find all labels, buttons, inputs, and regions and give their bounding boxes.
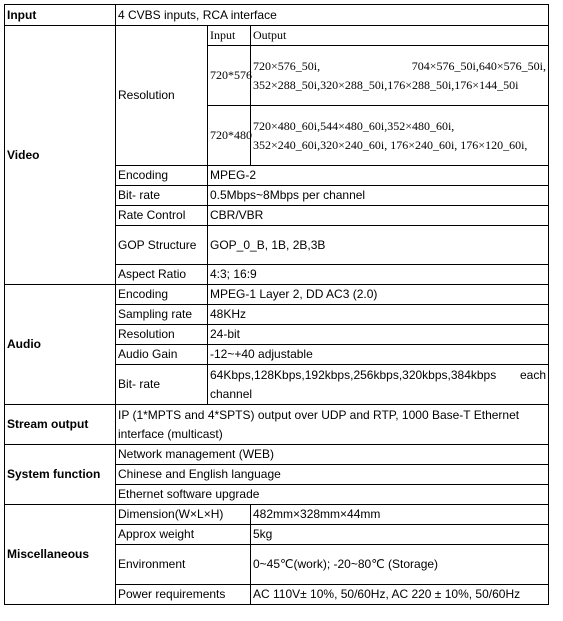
system-function-item: Ethernet software upgrade <box>116 485 549 505</box>
category-stream-output: Stream output <box>5 405 116 445</box>
category-input: Input <box>5 5 116 26</box>
video-encoding-label: Encoding <box>116 166 208 186</box>
category-system-function: System function <box>5 445 116 505</box>
category-miscellaneous: Miscellaneous <box>5 505 116 605</box>
row-audio-encoding <box>5 285 549 305</box>
category-audio: Audio <box>5 285 116 405</box>
audio-gain-value: -12~+40 adjustable <box>208 345 549 365</box>
video-resolution-label: Resolution <box>116 26 208 166</box>
audio-bitrate-label: Bit- rate <box>116 365 208 405</box>
rate-control-label: Rate Control <box>116 206 208 226</box>
resolution-output-480: 720×480_60i,544×480_60i,352×480_60i, 352×240_60i,320×240_60i, 176×240_60i, 176×120_60i, <box>251 106 549 166</box>
resolution-input-480: 720*480 <box>208 106 251 166</box>
dimension-value: 482mm×328mm×44mm <box>251 505 549 525</box>
environment-label: Environment <box>116 545 251 585</box>
weight-label: Approx weight <box>116 525 251 545</box>
row-system-1 <box>5 445 549 465</box>
audio-encoding-value: MPEG-1 Layer 2, DD AC3 (2.0) <box>208 285 549 305</box>
power-label: Power requirements <box>116 585 251 605</box>
row-input <box>5 5 549 26</box>
gop-label: GOP Structure <box>116 226 208 265</box>
row-stream-output <box>5 405 549 445</box>
dimension-label: Dimension(W×L×H) <box>116 505 251 525</box>
audio-bitrate-value: 64Kbps,128Kbps,192kbps,256kbps,320kbps,384kbps each channel <box>208 365 549 405</box>
stream-output-value: IP (1*MPTS and 4*SPTS) output over UDP and RTP, 1000 Base-T Ethernet interface (multicast) <box>116 405 549 445</box>
resolution-head-output: Output <box>251 26 549 46</box>
resolution-head-input: Input <box>208 26 251 46</box>
aspect-ratio-value: 4:3; 16:9 <box>208 265 549 285</box>
video-bitrate-label: Bit- rate <box>116 186 208 206</box>
video-encoding-value: MPEG-2 <box>208 166 549 186</box>
row-resolution-header <box>5 26 549 46</box>
weight-value: 5kg <box>251 525 549 545</box>
rate-control-value: CBR/VBR <box>208 206 549 226</box>
environment-value: 0~45℃(work); -20~80℃ (Storage) <box>251 545 549 585</box>
resolution-input-576: 720*576 <box>208 46 251 106</box>
video-bitrate-value: 0.5Mbps~8Mbps per channel <box>208 186 549 206</box>
audio-resolution-value: 24-bit <box>208 325 549 345</box>
aspect-ratio-label: Aspect Ratio <box>116 265 208 285</box>
spec-table <box>4 4 549 605</box>
audio-resolution-label: Resolution <box>116 325 208 345</box>
system-function-item: Network management (WEB) <box>116 445 549 465</box>
audio-gain-label: Audio Gain <box>116 345 208 365</box>
system-function-item: Chinese and English language <box>116 465 549 485</box>
input-value: 4 CVBS inputs, RCA interface <box>116 5 549 26</box>
gop-value: GOP_0_B, 1B, 2B,3B <box>208 226 549 265</box>
resolution-output-576: 720×576_50i, 704×576_50i,640×576_50i, 352×288_50i,320×288_50i,176×288_50i,176×144_50i <box>251 46 549 106</box>
audio-sampling-value: 48KHz <box>208 305 549 325</box>
power-value: AC 110V± 10%, 50/60Hz, AC 220 ± 10%, 50/60Hz <box>251 585 549 605</box>
row-misc-dimension <box>5 505 549 525</box>
audio-sampling-label: Sampling rate <box>116 305 208 325</box>
audio-encoding-label: Encoding <box>116 285 208 305</box>
category-video: Video <box>5 26 116 285</box>
